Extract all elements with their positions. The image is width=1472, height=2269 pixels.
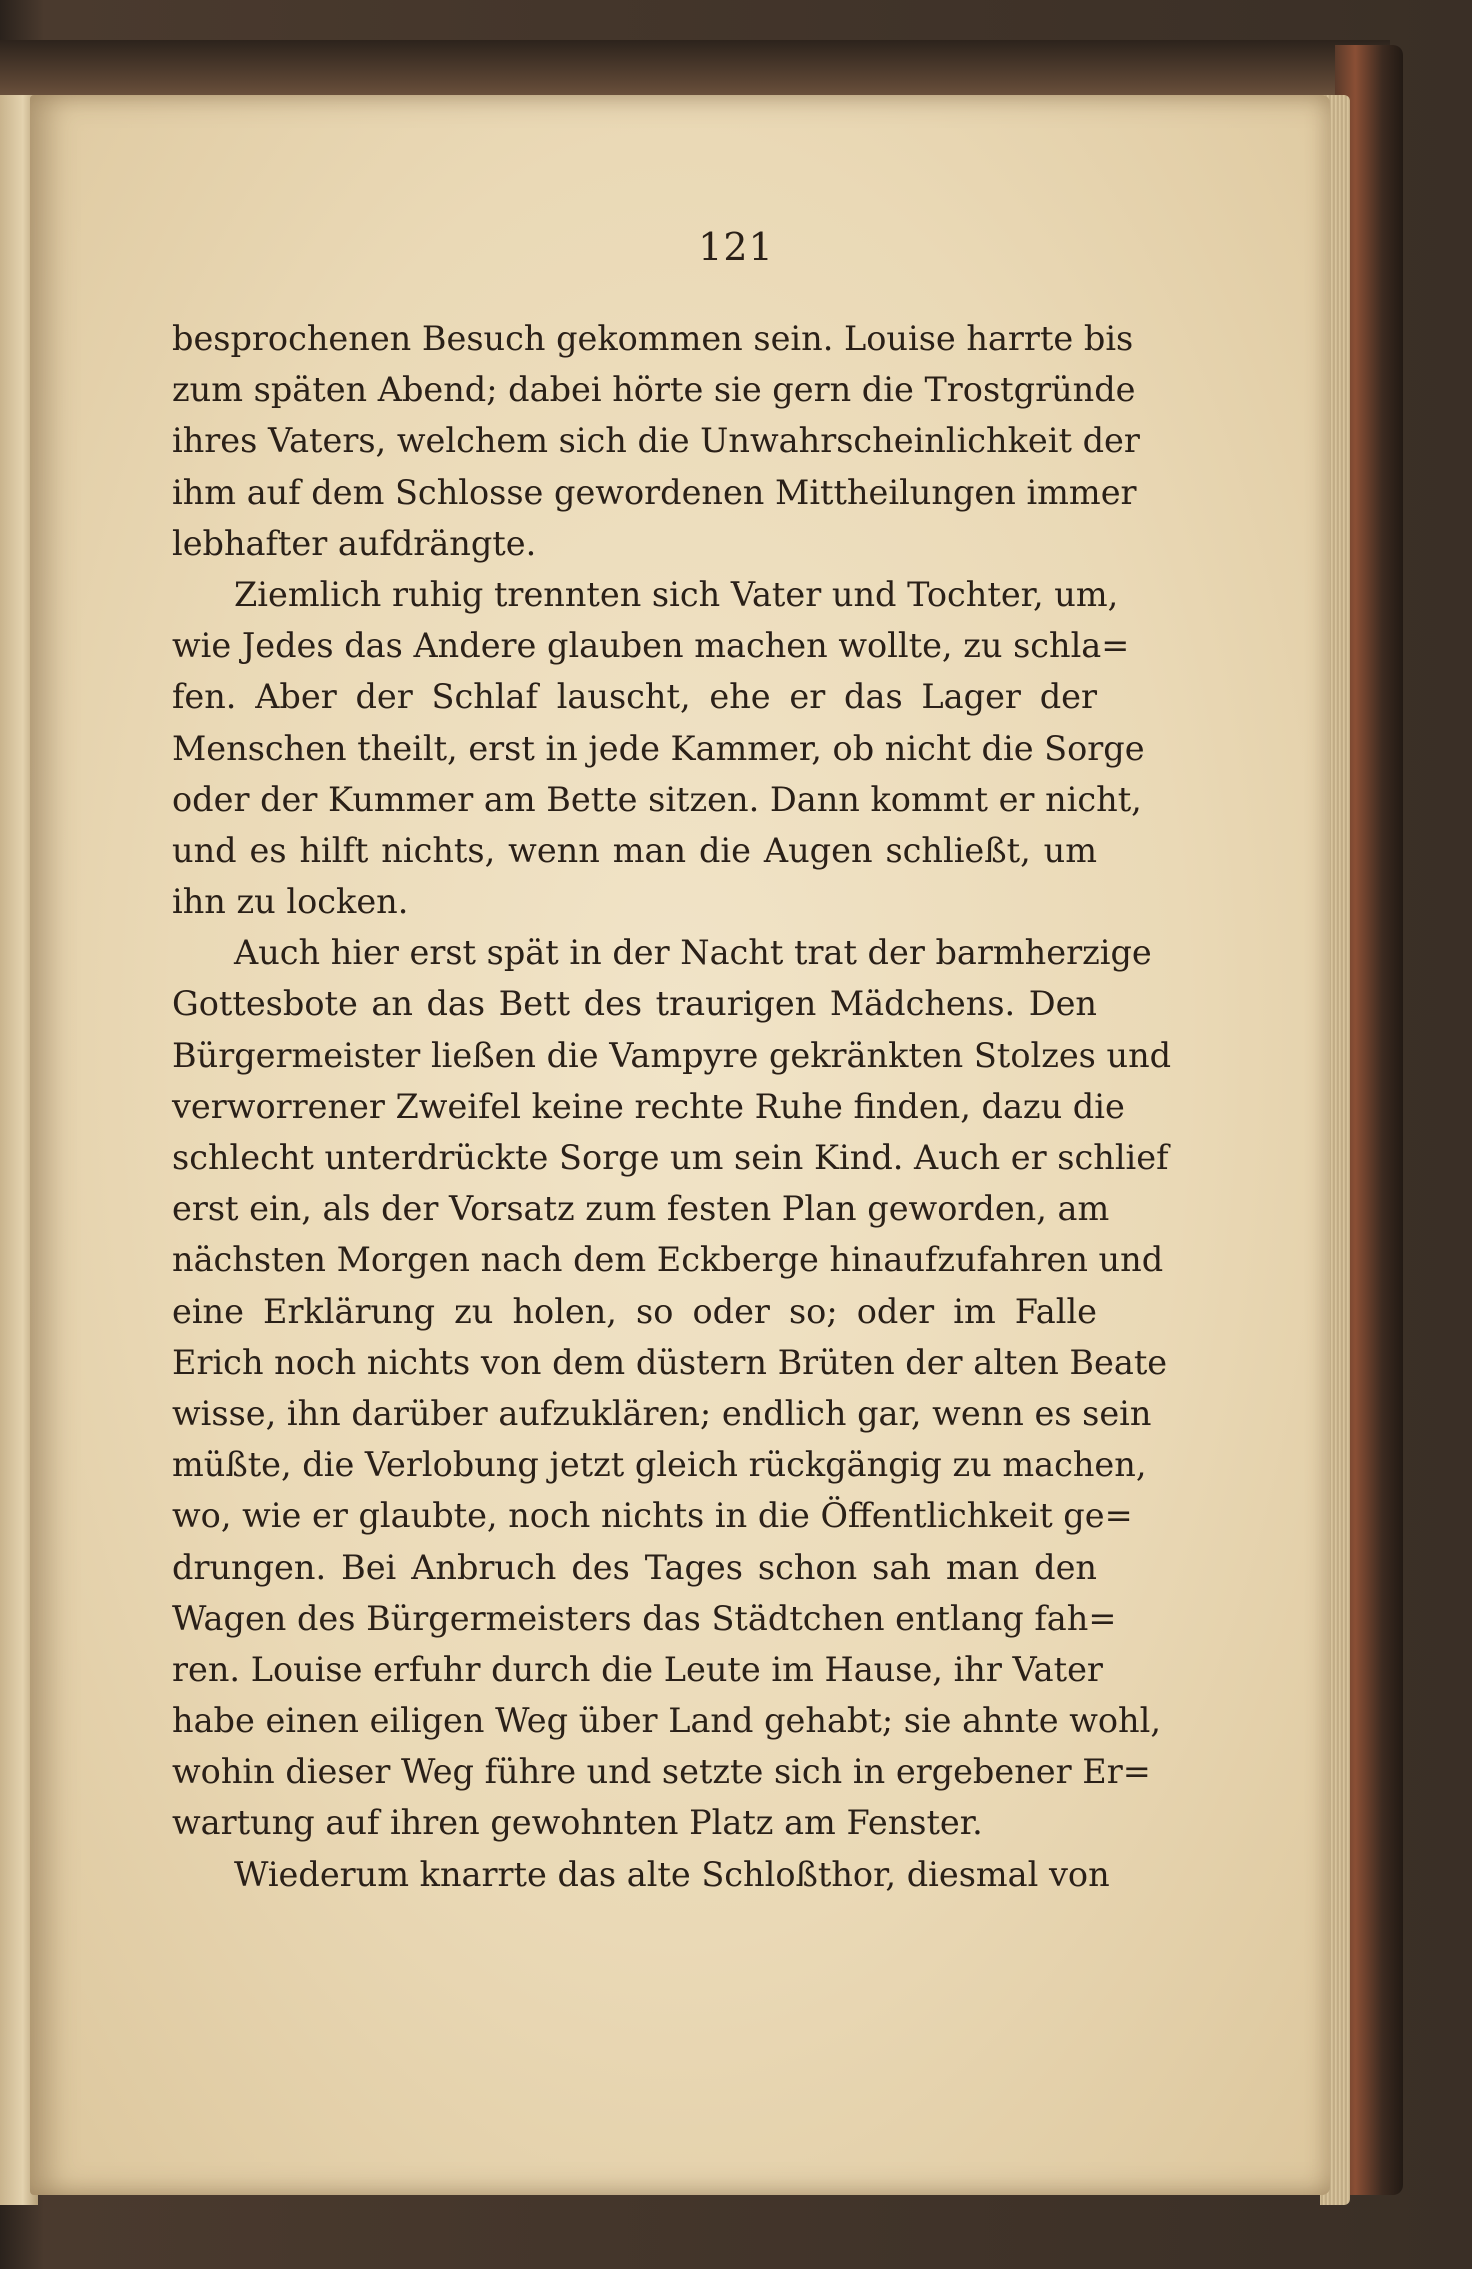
text-line: Auch hier erst spät in der Nacht trat der barmherzige: [234, 933, 1152, 973]
text-line: wie Jedes das Andere glauben machen wollte, zu schla=: [172, 626, 1130, 666]
text-line: wisse, ihn darüber aufzuklären; endlich gar, wenn es sein: [172, 1393, 1152, 1433]
text-line: Wiederum knarrte das alte Schloßthor, diesmal von: [234, 1854, 1110, 1894]
text-line: Wagen des Bürgermeisters das Städtchen entlang fah=: [172, 1598, 1117, 1638]
text-line: ren. Louise erfuhr durch die Leute im Hause, ihr Vater: [172, 1649, 1103, 1689]
text-line: fen. Aber der Schlaf lauscht, ehe er das Lager der: [172, 677, 1097, 717]
text-line: ihm auf dem Schlosse gewordenen Mittheilungen immer: [172, 472, 1137, 512]
text-line: drungen. Bei Anbruch des Tages schon sah man den: [172, 1547, 1097, 1587]
text-line: Menschen theilt, erst in jede Kammer, ob nicht die Sorge: [172, 728, 1145, 768]
page-number: 121: [698, 225, 774, 269]
text-line: eine Erklärung zu holen, so oder so; oder im Falle: [172, 1291, 1097, 1331]
text-line: Ziemlich ruhig trennten sich Vater und Tochter, um,: [234, 574, 1119, 614]
text-line: und es hilft nichts, wenn man die Augen schließt, um: [172, 830, 1097, 870]
text-line: ihres Vaters, welchem sich die Unwahrscheinlichkeit der: [172, 421, 1140, 461]
text-line: wartung auf ihren gewohnten Platz am Fenster.: [172, 1803, 983, 1843]
text-line: besprochenen Besuch gekommen sein. Louise harrte bis: [172, 319, 1134, 358]
text-line: nächsten Morgen nach dem Eckberge hinaufzufahren und: [172, 1240, 1164, 1280]
text-line: Gottesbote an das Bett des traurigen Mädchens. Den: [172, 984, 1097, 1024]
text-line: verworrener Zweifel keine rechte Ruhe finden, dazu die: [172, 1086, 1125, 1126]
text-line: erst ein, als der Vorsatz zum festen Plan geworden, am: [172, 1189, 1110, 1229]
text-line: wo, wie er glaubte, noch nichts in die Öffentlichkeit ge=: [172, 1496, 1133, 1536]
text-line: oder der Kummer am Bette sitzen. Dann kommt er nicht,: [172, 779, 1142, 819]
text-line: habe einen eiligen Weg über Land gehabt; sie ahnte wohl,: [172, 1701, 1161, 1741]
text-line: Bürgermeister ließen die Vampyre gekränkten Stolzes und: [172, 1035, 1172, 1075]
text-line: wohin dieser Weg führe und setzte sich in ergebener Er=: [172, 1752, 1151, 1792]
text-line: zum späten Abend; dabei hörte sie gern die Trostgründe: [172, 370, 1136, 410]
text-line: lebhafter aufdrängte.: [172, 523, 537, 563]
page-text: [172, 313, 1172, 1900]
text-line: müßte, die Verlobung jetzt gleich rückgängig zu machen,: [172, 1445, 1147, 1485]
text-line: schlecht unterdrückte Sorge um sein Kind. Auch er schlief: [172, 1138, 1169, 1177]
text-line: ihn zu locken.: [172, 882, 409, 922]
text-line: Erich noch nichts von dem düstern Brüten der alten Beate: [172, 1342, 1168, 1382]
